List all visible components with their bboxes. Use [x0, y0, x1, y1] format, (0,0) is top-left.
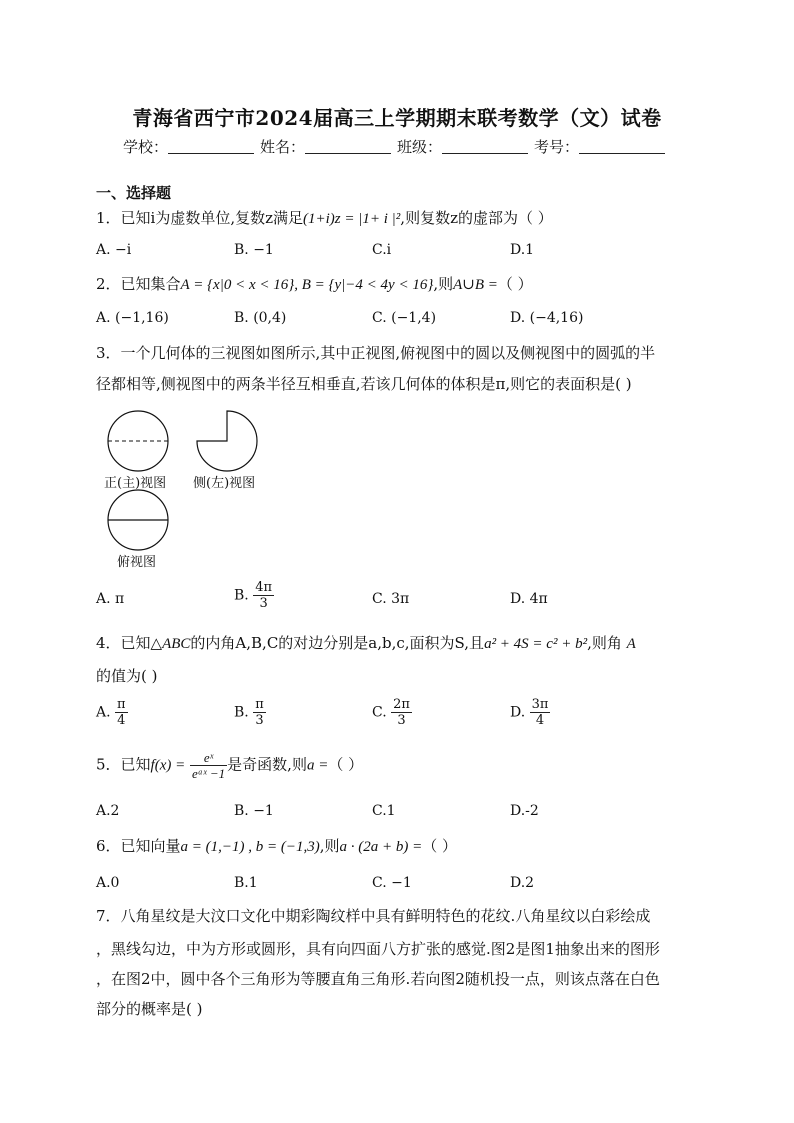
question-4-line-2: 的值为( ) [96, 667, 158, 685]
field-school-blank[interactable] [168, 139, 254, 154]
fraction-denominator: 3 [397, 713, 406, 728]
q3-option-c[interactable]: C. 3π [372, 591, 410, 607]
question-1 [96, 207, 553, 228]
q5-option-d[interactable]: D.-2 [510, 803, 539, 819]
question-3-line-2: 径都相等,侧视图中的两条半径互相垂直,若该几何体的体积是π,则它的表面积是( ) [96, 375, 632, 393]
field-class-label: 班级： [397, 138, 443, 156]
fraction-numerator: π [255, 697, 264, 712]
q6-text-b: ,则 [319, 837, 340, 855]
section-heading: 一、选择题 [96, 184, 172, 202]
fraction-numerator: 2π [393, 697, 410, 712]
q1-option-b[interactable]: B. −1 [234, 242, 274, 258]
q5-fraction [190, 750, 227, 781]
student-info-fields [0, 136, 794, 157]
option-prefix: B. [234, 704, 249, 721]
q5-text-c: （ ） [328, 755, 364, 774]
q1-text-a: 1．已知i为虚数单位,复数z满足 [96, 209, 304, 227]
fraction-denominator: 4 [535, 713, 545, 728]
side-view-arc [197, 411, 257, 471]
q5-function: f(x) = [150, 757, 186, 774]
fraction-denominator: eᵃˣ −1 [192, 766, 226, 781]
q6-math: a = (1,−1) , b = (−1,3) [180, 839, 320, 855]
q6-option-a[interactable]: A.0 [96, 875, 120, 891]
q5-option-c[interactable]: C.1 [372, 803, 396, 819]
fraction-numerator: 4π [255, 580, 273, 595]
option-fraction [115, 697, 128, 728]
fraction-numerator: π [117, 697, 126, 712]
question-3-line-1: 3．一个几何体的三视图如图所示,其中正视图,俯视图中的圆以及侧视图中的圆弧的半 [96, 344, 656, 362]
field-id-blank[interactable] [579, 139, 665, 154]
q4-text-b: 的内角A,B,C的对边分别是a,b,c,面积为S,且 [190, 634, 485, 652]
q1-math: (1+i)z = |1+ i |² [303, 211, 401, 227]
q2-option-b[interactable]: B. (0,4) [234, 310, 287, 326]
option-prefix: D. [510, 704, 526, 721]
q3-option-a[interactable]: A. π [96, 591, 125, 607]
option-prefix: A. [96, 704, 111, 721]
q4-math-angle: A [626, 636, 636, 652]
question-7-line-4: 部分的概率是( ) [96, 1000, 203, 1018]
q4-triangle: △ABC [150, 636, 191, 652]
fraction-numerator: 3π [531, 697, 549, 712]
q3-option-d[interactable]: D. 4π [510, 591, 548, 607]
q2-option-a[interactable]: A. (−1,16) [96, 310, 169, 326]
q2-text-b: ,则 [433, 275, 454, 293]
question-4-line-1 [96, 632, 636, 653]
option-prefix: C. [372, 704, 387, 721]
fraction-denominator: 3 [259, 596, 268, 611]
q4-option-c[interactable] [372, 697, 412, 728]
field-id-label: 考号： [534, 138, 580, 156]
fraction-denominator: 4 [117, 713, 126, 728]
exam-title: 青海省西宁市2024届高三上学期期末联考数学（文）试卷 [132, 106, 662, 130]
q6-math-2: a · (2a + b) = [339, 839, 423, 855]
top-view-label: 俯视图 [117, 555, 157, 570]
field-name-blank[interactable] [305, 139, 391, 154]
question-2 [96, 273, 533, 294]
q3-option-b[interactable] [234, 580, 274, 611]
q5-math-a: a = [306, 757, 329, 774]
question-7-line-3: ，在图2中，圆中各个三角形为等腰直角三角形.若向图2随机投一点，则该点落在白色 [96, 970, 660, 988]
side-view-label: 侧(左)视图 [193, 476, 256, 491]
q2-math: A = {x|0 < x < 16}, B = {y|−4 < 4y < 16} [180, 277, 434, 293]
q3-option-b-prefix: B. [234, 587, 249, 604]
fraction-denominator: 3 [255, 713, 264, 728]
q6-text-c: （ ） [422, 837, 458, 855]
q6-option-b[interactable]: B.1 [234, 875, 258, 891]
q1-option-c[interactable]: C.i [372, 242, 392, 258]
q2-text-a: 2．已知集合 [96, 275, 181, 293]
option-fraction [253, 697, 266, 728]
front-view-label: 正(主)视图 [104, 476, 167, 491]
field-school-label: 学校： [122, 138, 168, 156]
q2-option-c[interactable]: C. (−1,4) [372, 310, 437, 326]
question-6 [96, 835, 457, 856]
q2-math-2: A∪B = [453, 277, 498, 293]
q4-option-a[interactable] [96, 697, 128, 728]
q4-text-c: ,则角 [587, 634, 622, 652]
q5-text-a: 5．已知 [96, 755, 151, 774]
q6-option-d[interactable]: D.2 [510, 875, 535, 891]
q5-option-a[interactable]: A.2 [96, 803, 120, 819]
field-class-blank[interactable] [442, 139, 528, 154]
q4-option-d[interactable] [510, 697, 550, 728]
q5-option-b[interactable]: B. −1 [234, 803, 274, 819]
q1-text-b: ,则复数z的虚部为（ ） [400, 209, 553, 227]
q6-option-c[interactable]: C. −1 [372, 875, 412, 891]
q4-option-b[interactable] [234, 697, 266, 728]
q2-text-c: （ ） [497, 275, 533, 293]
question-7-line-2: ，黑线勾边，中为方形或圆形，具有向四面八方扩张的感觉.图2是图1抽象出来的图形 [96, 940, 660, 958]
option-fraction [391, 697, 412, 728]
question-7-line-1: 7．八角星纹是大汶口文化中期彩陶纹样中具有鲜明特色的花纹.八角星纹以白彩绘成 [96, 907, 651, 925]
q5-text-b: 是奇函数,则 [227, 755, 307, 774]
q6-text-a: 6．已知向量 [96, 837, 181, 855]
q2-option-d[interactable]: D. (−4,16) [510, 310, 584, 326]
q1-option-a[interactable]: A. −i [96, 242, 132, 258]
question-5 [96, 750, 363, 781]
q4-math: a² + 4S = c² + b² [484, 636, 588, 652]
option-fraction [530, 697, 551, 728]
fraction-numerator: eˣ [190, 750, 227, 766]
field-name-label: 姓名： [259, 138, 305, 156]
q1-option-d[interactable]: D.1 [510, 242, 535, 258]
q3-option-b-fraction [253, 580, 274, 611]
q4-text-a: 4．已知 [96, 634, 151, 652]
